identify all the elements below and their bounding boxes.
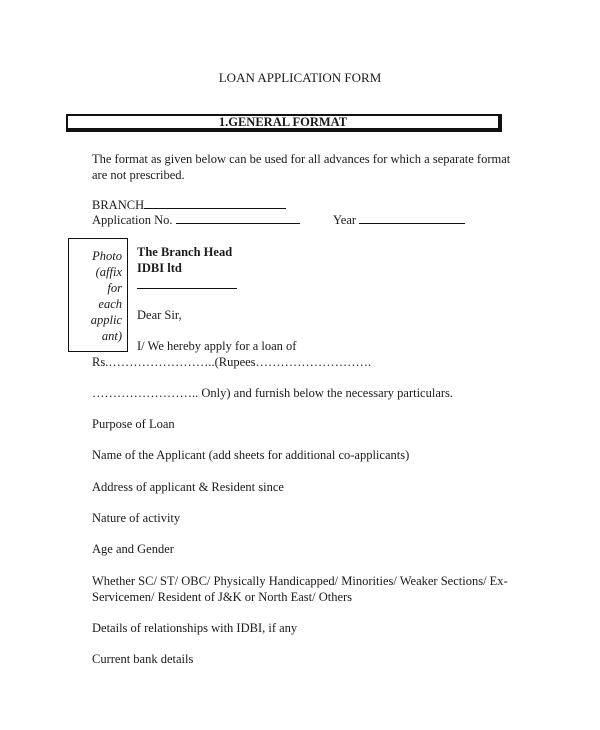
branch-row	[92, 198, 286, 213]
addressee-line1: The Branch Head	[137, 245, 233, 259]
field-age-gender: Age and Gender	[92, 542, 174, 556]
photo-text-line: Photo	[92, 249, 122, 263]
field-idbi-relationship: Details of relationships with IDBI, if any	[92, 621, 298, 635]
form-title: LOAN APPLICATION FORM	[218, 70, 382, 85]
field-purpose-of-loan: Purpose of Loan	[92, 417, 175, 431]
field-category-line1: Whether SC/ ST/ OBC/ Physically Handicapped/ Minorities/ Weaker Sections/ Ex-	[92, 574, 508, 588]
field-applicant-name: Name of the Applicant (add sheets for additional co-applicants)	[92, 448, 410, 462]
field-applicant-address: Address of applicant & Resident since	[92, 480, 284, 494]
year-row	[333, 213, 465, 228]
section-heading-box	[66, 114, 502, 132]
photo-text-line: (affix	[95, 265, 122, 279]
photo-text-line: for	[107, 281, 122, 295]
photo-box	[68, 238, 128, 352]
branch-label: BRANCH	[92, 198, 145, 212]
field-category-line2: Servicemen/ Resident of J&K or North East/ Others	[92, 590, 353, 604]
application-no-field-line[interactable]	[176, 213, 300, 224]
addressee-underline	[137, 288, 237, 289]
intro-text: The format as given below can be used for all advances for which a separate format are not prescribed.	[92, 152, 511, 182]
field-nature-of-activity: Nature of activity	[92, 511, 181, 525]
field-current-bank-details: Current bank details	[92, 652, 194, 666]
photo-text-line: applic	[90, 313, 122, 327]
section-heading: 1.GENERAL FORMAT	[218, 115, 348, 129]
body-line1: I/ We hereby apply for a loan of	[137, 339, 297, 353]
salutation: Dear Sir,	[137, 308, 182, 322]
application-no-label: Application No.	[92, 213, 173, 227]
photo-text-line: ant)	[101, 329, 122, 343]
year-label: Year	[333, 213, 357, 227]
addressee-line2: IDBI ltd	[137, 261, 182, 275]
year-field-line[interactable]	[359, 213, 465, 224]
application-no-row	[92, 213, 300, 228]
body-line2: Rs.……………………..(Rupees……………………….	[92, 355, 372, 369]
body-line3: …………………….. Only) and furnish below the necessary particulars.	[92, 386, 454, 400]
branch-field-line[interactable]	[144, 198, 286, 209]
photo-text-line: each	[98, 297, 122, 311]
